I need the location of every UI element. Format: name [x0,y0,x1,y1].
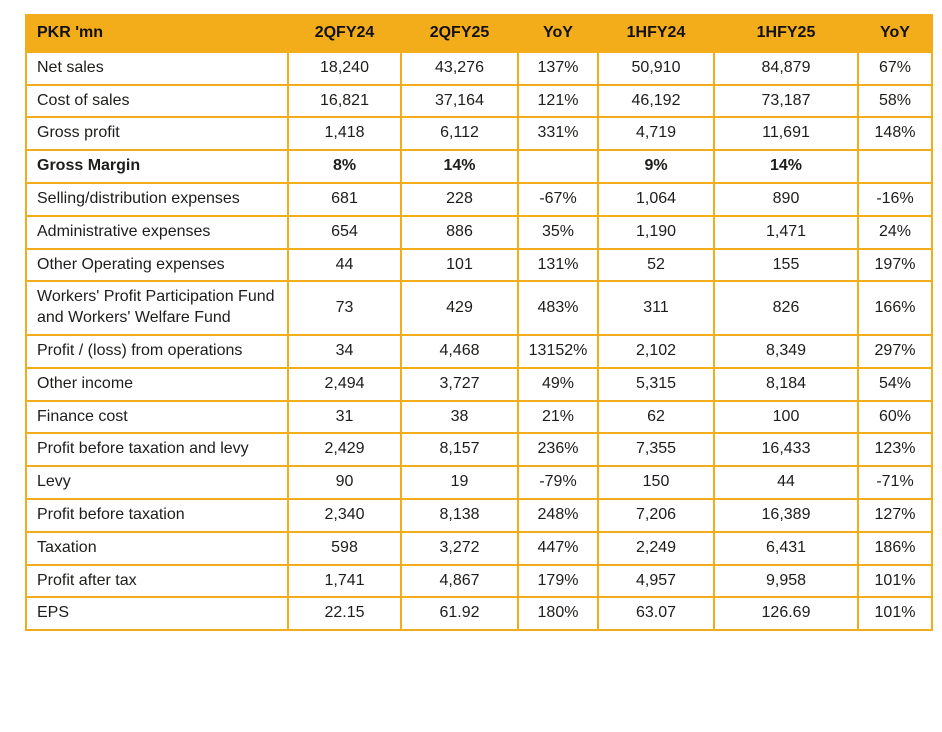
column-header-1hfy25: 1HFY25 [714,15,858,52]
row-label: Gross profit [26,117,288,150]
table-row [26,368,932,401]
table-row [26,335,932,368]
cell-1hfy24: 2,249 [598,532,714,565]
cell-yoy-half: 197% [858,249,932,282]
cell-yoy-qtr: 137% [518,52,598,85]
table-row [26,499,932,532]
cell-2qfy25: 3,272 [401,532,518,565]
cell-1hfy24: 4,957 [598,565,714,598]
header-row [26,15,932,52]
table-row [26,565,932,598]
cell-2qfy24: 31 [288,401,401,434]
column-header-2qfy24: 2QFY24 [288,15,401,52]
cell-2qfy24: 73 [288,281,401,335]
cell-yoy-half [858,150,932,183]
cell-1hfy24: 9% [598,150,714,183]
financial-results-table [25,14,933,631]
cell-1hfy24: 150 [598,466,714,499]
cell-1hfy24: 46,192 [598,85,714,118]
cell-2qfy25: 38 [401,401,518,434]
table-body [26,52,932,630]
cell-yoy-half: -71% [858,466,932,499]
cell-1hfy24: 62 [598,401,714,434]
cell-1hfy25: 6,431 [714,532,858,565]
row-label: Finance cost [26,401,288,434]
row-label: Taxation [26,532,288,565]
cell-1hfy25: 826 [714,281,858,335]
cell-yoy-qtr: 35% [518,216,598,249]
table-row [26,216,932,249]
cell-1hfy24: 311 [598,281,714,335]
cell-yoy-qtr: -67% [518,183,598,216]
cell-1hfy25: 11,691 [714,117,858,150]
row-label: Net sales [26,52,288,85]
row-label: Administrative expenses [26,216,288,249]
cell-yoy-half: 101% [858,565,932,598]
table-header [26,15,932,52]
cell-yoy-half: 54% [858,368,932,401]
cell-2qfy25: 8,157 [401,433,518,466]
cell-2qfy24: 2,494 [288,368,401,401]
cell-1hfy25: 73,187 [714,85,858,118]
cell-yoy-half: 166% [858,281,932,335]
cell-1hfy25: 9,958 [714,565,858,598]
cell-yoy-half: 58% [858,85,932,118]
table-row [26,401,932,434]
cell-yoy-half: 24% [858,216,932,249]
cell-2qfy24: 2,340 [288,499,401,532]
cell-2qfy24: 34 [288,335,401,368]
cell-2qfy24: 1,741 [288,565,401,598]
cell-yoy-qtr: 483% [518,281,598,335]
cell-1hfy24: 5,315 [598,368,714,401]
row-label: Selling/distribution expenses [26,183,288,216]
cell-yoy-half: 60% [858,401,932,434]
cell-yoy-qtr: -79% [518,466,598,499]
cell-1hfy25: 1,471 [714,216,858,249]
row-label: Other Operating expenses [26,249,288,282]
cell-1hfy24: 4,719 [598,117,714,150]
cell-1hfy25: 890 [714,183,858,216]
cell-yoy-half: 186% [858,532,932,565]
cell-yoy-half: 127% [858,499,932,532]
table-row [26,150,932,183]
cell-2qfy25: 14% [401,150,518,183]
cell-2qfy24: 8% [288,150,401,183]
cell-1hfy25: 126.69 [714,597,858,630]
cell-yoy-qtr: 248% [518,499,598,532]
column-header-yoy-qtr: YoY [518,15,598,52]
column-header-1hfy24: 1HFY24 [598,15,714,52]
cell-yoy-half: 297% [858,335,932,368]
cell-1hfy25: 100 [714,401,858,434]
cell-1hfy24: 63.07 [598,597,714,630]
row-label: Profit / (loss) from operations [26,335,288,368]
cell-1hfy24: 7,206 [598,499,714,532]
cell-yoy-qtr: 21% [518,401,598,434]
cell-yoy-qtr: 131% [518,249,598,282]
cell-1hfy25: 14% [714,150,858,183]
table-row [26,52,932,85]
cell-1hfy24: 7,355 [598,433,714,466]
row-label: Profit before taxation [26,499,288,532]
cell-2qfy25: 43,276 [401,52,518,85]
cell-2qfy25: 886 [401,216,518,249]
cell-1hfy25: 16,389 [714,499,858,532]
cell-yoy-qtr: 13152% [518,335,598,368]
cell-2qfy25: 8,138 [401,499,518,532]
cell-yoy-qtr: 121% [518,85,598,118]
cell-1hfy24: 52 [598,249,714,282]
cell-2qfy24: 2,429 [288,433,401,466]
table-row [26,532,932,565]
table-row [26,249,932,282]
cell-1hfy25: 16,433 [714,433,858,466]
cell-yoy-qtr: 179% [518,565,598,598]
cell-yoy-qtr [518,150,598,183]
cell-1hfy25: 84,879 [714,52,858,85]
cell-yoy-qtr: 180% [518,597,598,630]
cell-2qfy24: 44 [288,249,401,282]
cell-2qfy25: 61.92 [401,597,518,630]
cell-2qfy25: 228 [401,183,518,216]
row-label: Other income [26,368,288,401]
table-row [26,433,932,466]
cell-2qfy24: 598 [288,532,401,565]
cell-2qfy25: 429 [401,281,518,335]
cell-2qfy25: 4,867 [401,565,518,598]
cell-2qfy25: 37,164 [401,85,518,118]
cell-yoy-half: 123% [858,433,932,466]
cell-2qfy24: 16,821 [288,85,401,118]
table-row [26,85,932,118]
cell-2qfy24: 90 [288,466,401,499]
row-label: Gross Margin [26,150,288,183]
cell-yoy-half: 67% [858,52,932,85]
column-header-2qfy25: 2QFY25 [401,15,518,52]
cell-1hfy24: 1,064 [598,183,714,216]
cell-yoy-qtr: 447% [518,532,598,565]
cell-1hfy24: 1,190 [598,216,714,249]
column-header-metric: PKR 'mn [26,15,288,52]
cell-1hfy25: 44 [714,466,858,499]
cell-2qfy25: 3,727 [401,368,518,401]
table-row [26,466,932,499]
row-label: EPS [26,597,288,630]
cell-yoy-half: 101% [858,597,932,630]
cell-1hfy25: 8,184 [714,368,858,401]
row-label: Profit before taxation and levy [26,433,288,466]
cell-1hfy25: 155 [714,249,858,282]
row-label: Levy [26,466,288,499]
row-label: Profit after tax [26,565,288,598]
cell-2qfy24: 22.15 [288,597,401,630]
cell-1hfy25: 8,349 [714,335,858,368]
column-header-yoy-half: YoY [858,15,932,52]
cell-2qfy25: 19 [401,466,518,499]
row-label: Workers' Profit Participation Fund and Workers' Welfare Fund [26,281,288,335]
cell-yoy-qtr: 49% [518,368,598,401]
table-row [26,281,932,335]
cell-2qfy24: 18,240 [288,52,401,85]
cell-2qfy25: 101 [401,249,518,282]
cell-1hfy24: 50,910 [598,52,714,85]
cell-yoy-half: 148% [858,117,932,150]
cell-2qfy24: 681 [288,183,401,216]
cell-yoy-qtr: 331% [518,117,598,150]
cell-1hfy24: 2,102 [598,335,714,368]
cell-2qfy24: 654 [288,216,401,249]
cell-2qfy25: 6,112 [401,117,518,150]
cell-yoy-half: -16% [858,183,932,216]
table-row [26,597,932,630]
cell-yoy-qtr: 236% [518,433,598,466]
table-row [26,117,932,150]
table-row [26,183,932,216]
cell-2qfy24: 1,418 [288,117,401,150]
cell-2qfy25: 4,468 [401,335,518,368]
row-label: Cost of sales [26,85,288,118]
